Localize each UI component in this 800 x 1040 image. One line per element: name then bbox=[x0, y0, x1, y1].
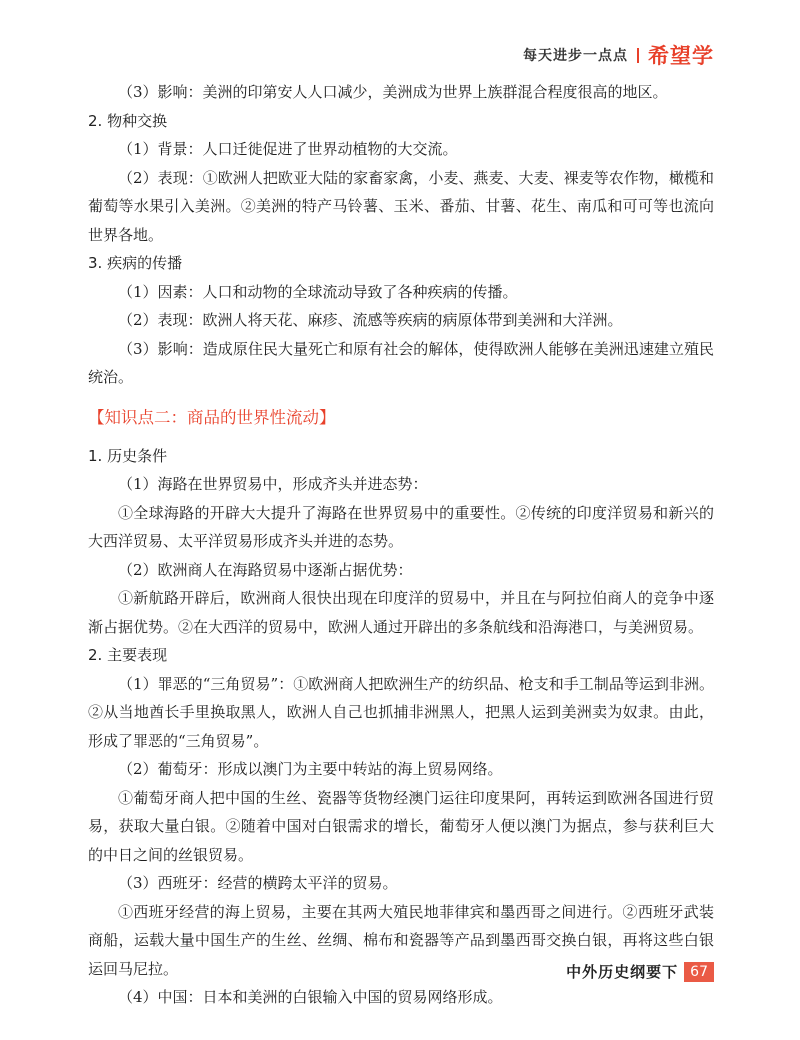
brand-logo: 希望学 bbox=[648, 44, 714, 68]
paragraph-species-performance: （2）表现：①欧洲人把欧亚大陆的家畜家禽，小麦、燕麦、大麦、裸麦等农作物，橄榄和葡萄等水果引入美洲。②美洲的特产马铃薯、玉米、番茄、甘薯、花生、南瓜和可可等也流向世界各地。 bbox=[88, 168, 714, 244]
paragraph-background: （1）背景：人口迁徙促进了世界动植物的大交流。 bbox=[118, 140, 458, 158]
paragraph-china: （4）中国：日本和美洲的白银输入中国的贸易网络形成。 bbox=[118, 988, 503, 1006]
page-number: 67 bbox=[684, 962, 714, 982]
page-header bbox=[523, 40, 714, 70]
paragraph-portugal-detail: ①葡萄牙商人把中国的生丝、瓷器等货物经澳门运往印度果阿，再转运到欧洲各国进行贸易，获取大量白银。②随着中国对白银需求的增长，葡萄牙人便以澳门为据点，参与获利巨大的中日之间的丝银贸易。 bbox=[88, 788, 714, 864]
paragraph-influence: （3）影响：美洲的印第安人人口减少，美洲成为世界上族群混合程度很高的地区。 bbox=[118, 83, 668, 101]
page-footer bbox=[566, 961, 714, 982]
paragraph-european-merchants-detail: ①新航路开辟后，欧洲商人很快出现在印度洋的贸易中，并且在与阿拉伯商人的竞争中逐渐占据优势。②在大西洋的贸易中，欧洲人通过开辟出的多条航线和沿海港口，与美洲贸易。 bbox=[88, 589, 714, 636]
heading-main-performance: 2. 主要表现 bbox=[88, 646, 168, 664]
header-slogan: 每天进步一点点 bbox=[523, 48, 628, 64]
heading-historical-conditions: 1. 历史条件 bbox=[88, 446, 168, 465]
paragraph-triangle-trade: （1）罪恶的“三角贸易”：①欧洲商人把欧洲生产的纺织品、枪支和手工制品等运到非洲。②从当地酋长手里换取黑人，欧洲人自己也抓捕非洲黑人，把黑人运到美洲卖为奴隶。由此，形成了罪恶的“三角贸易”。 bbox=[88, 674, 714, 750]
paragraph-portugal: （2）葡萄牙：形成以澳门为主要中转站的海上贸易网络。 bbox=[118, 760, 503, 778]
paragraph-spain-detail: ①西班牙经营的海上贸易，主要在其两大殖民地菲律宾和墨西哥之间进行。②西班牙武装商船，运载大量中国生产的生丝、丝绸、棉布和瓷器等产品到墨西哥交换白银，再将这些白银运回马尼拉。 bbox=[88, 902, 714, 978]
heading-disease-spread: 3. 疾病的传播 bbox=[88, 254, 183, 272]
paragraph-sea-route-detail: ①全球海路的开辟大大提升了海路在世界贸易中的重要性。②传统的印度洋贸易和新兴的大西洋贸易、太平洋贸易形成齐头并进的态势。 bbox=[88, 503, 714, 550]
paragraph-disease-influence: （3）影响：造成原住民大量死亡和原有社会的解体，使得欧洲人能够在美洲迅速建立殖民统治。 bbox=[88, 339, 714, 386]
header-divider bbox=[637, 48, 639, 63]
heading-species-exchange: 2. 物种交换 bbox=[88, 111, 168, 130]
page-content bbox=[88, 78, 714, 1012]
paragraph-disease-performance: （2）表现：欧洲人将天花、麻疹、流感等疾病的病原体带到美洲和大洋洲。 bbox=[118, 311, 623, 329]
paragraph-disease-factor: （1）因素：人口和动物的全球流动导致了各种疾病的传播。 bbox=[118, 282, 518, 301]
paragraph-spain: （3）西班牙：经营的横跨太平洋的贸易。 bbox=[118, 874, 398, 892]
book-title: 中外历史纲要下 bbox=[566, 963, 679, 981]
paragraph-sea-route: （1）海路在世界贸易中，形成齐头并进态势： bbox=[118, 475, 428, 493]
paragraph-european-merchants: （2）欧洲商人在海路贸易中逐渐占据优势： bbox=[118, 560, 413, 579]
knowledge-point-title: 【知识点二：商品的世界性流动】 bbox=[88, 407, 336, 427]
